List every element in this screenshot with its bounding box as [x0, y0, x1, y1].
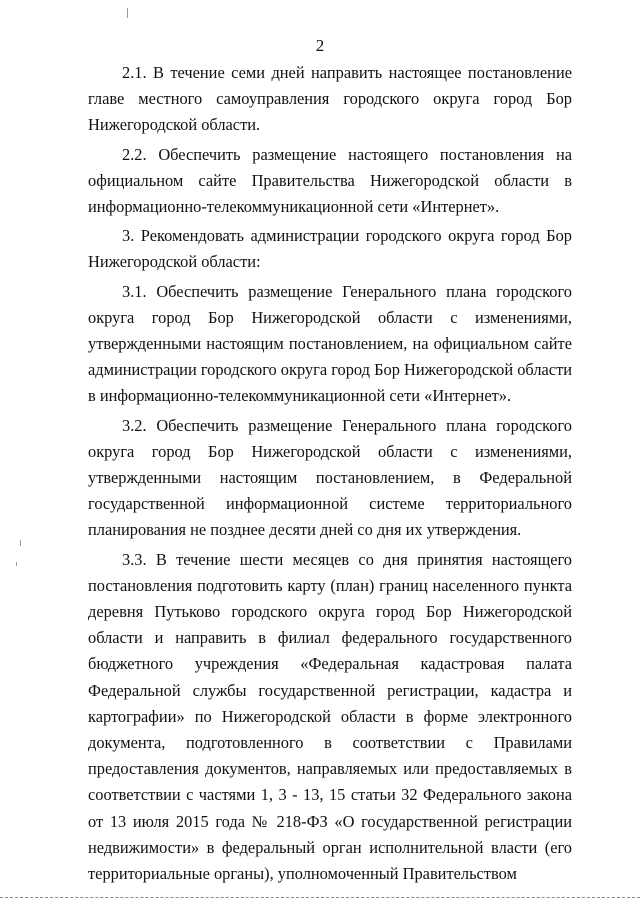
paragraph-2-1: 2.1. В течение семи дней направить настоящее постановление главе местного самоуправления городского округа город Бор Нижегородской области. [88, 63, 572, 135]
document-body [88, 60, 572, 887]
paragraph-3-3: 3.3. В течение шести месяцев со дня принятия настоящего постановления подготовить карту (план) границ населенного пункта деревня Путьково городского округа город Бор Нижегородской области и направить в филиал федерального государственного бюджетного учреждения «Федеральная кадастровая палата Федеральной службы государственной регистрации, кадастра и картографии» по Нижегородской области в форме электронного документа, подготовленного в соответствии с Правилами предоставления документов, направляемых или предоставляемых в соответствии с частями 1, 3 - 13, 15 статьи 32 Федерального закона от 13 июля 2015 года № 218-ФЗ «О государственной регистрации недвижимости» в федеральный орган исполнительной власти (его территориальные органы), уполномоченный Правительством [88, 549, 572, 884]
scan-artifact [127, 8, 128, 18]
paragraph-3: 3. Рекомендовать администрации городского округа город Бор Нижегородской области: [88, 226, 572, 272]
scan-artifact [16, 562, 17, 566]
paragraph-3-2: 3.2. Обеспечить размещение Генерального плана городского округа город Бор Нижегородской области с изменениями, утвержденными настоящим постановлением, в Федеральной государственной информационной системе территориального планирования не позднее десяти дней со дня их утверждения. [88, 415, 572, 540]
paragraph-2-2: 2.2. Обеспечить размещение настоящего постановления на официальном сайте Правительства Нижегородской области в информационно-телекоммуникационной сети «Интернет». [88, 144, 572, 217]
page-number: 2 [315, 36, 325, 55]
scan-edge-line [0, 897, 640, 898]
paragraph-3-1: 3.1. Обеспечить размещение Генерального плана городского округа город Бор Нижегородской области с изменениями, утвержденными настоящим постановлением, на официальном сайте администрации городского округа город Бор Нижегородской области в информационно-телекоммуникационной сети «Интернет». [88, 281, 573, 406]
scan-artifact [20, 540, 21, 546]
